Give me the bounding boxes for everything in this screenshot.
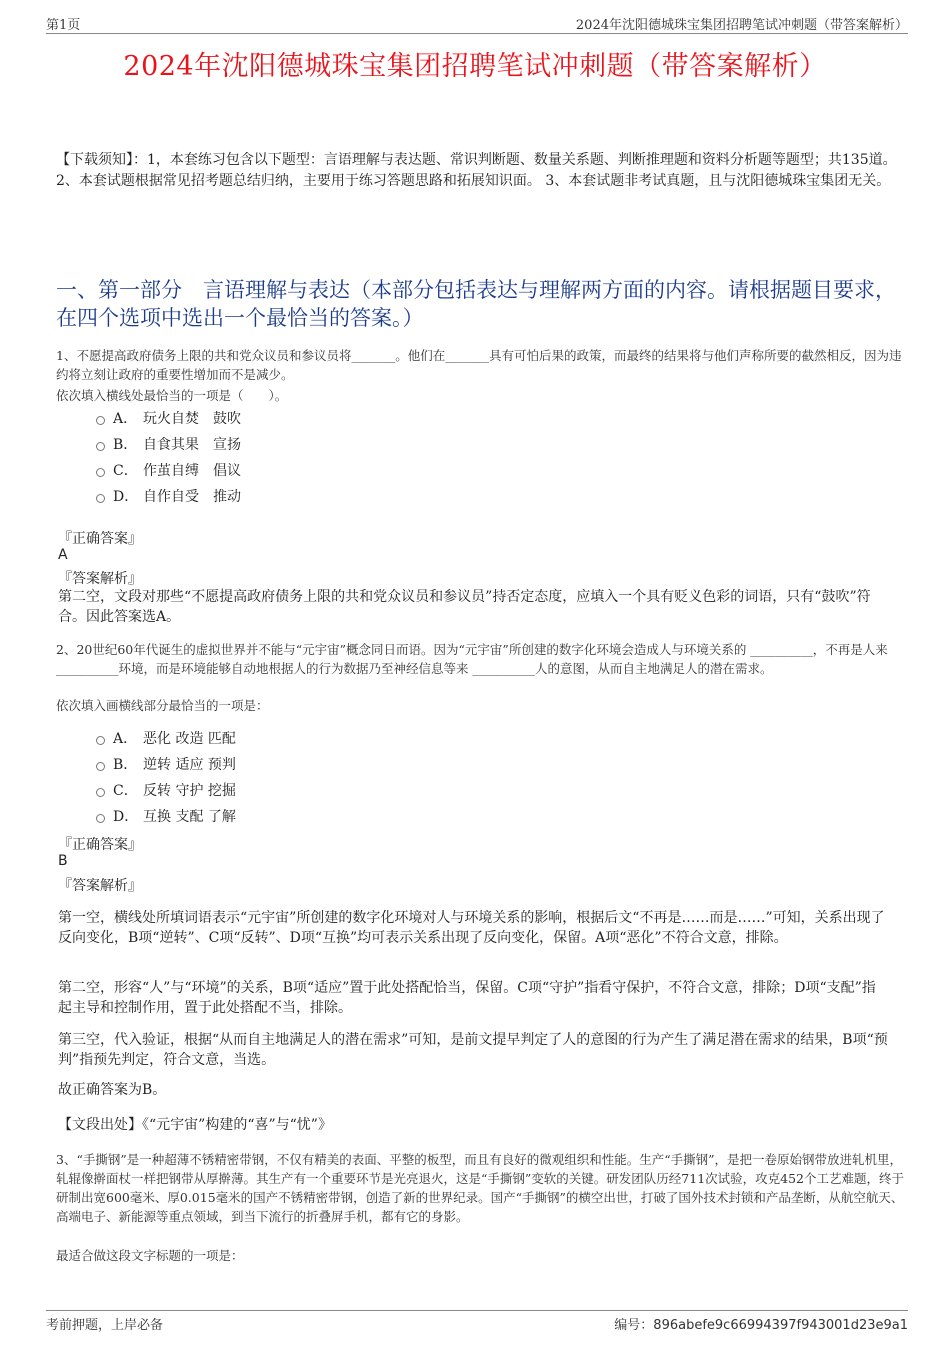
radio-icon[interactable] [96, 416, 105, 425]
radio-icon[interactable] [96, 468, 105, 477]
header-divider [46, 33, 908, 34]
question-3-text: 3、“手撕钢”是一种超薄不锈精密带钢，不仅有精美的表面、平整的板型，而且有良好的微观组织和性能。生产“手撕钢”，是把一卷原始钢带放进轧机里，轧辊像擀面杖一样把钢带从厚擀薄。其生产有一个重要环节是光亮退火，这是“手撕钢”变软的关键。研发团队历经711次试验，攻克452个工艺难题，终于研制出宽600毫米、厚0.015毫米的国产不锈精密带钢，创造了新的世界纪录。国产“手撕钢”的横空出世，打破了国外技术封锁和产品垄断，从航空航天、高端电子、新能源等重点领域，到当下流行的折叠屏手机，都有它的身影。 [56, 1152, 905, 1224]
question-2-options [96, 726, 236, 830]
section-heading: 一、第一部分 言语理解与表达（本部分包括表达与理解两方面的内容。请根据题目要求，在四个选项中选出一个最恰当的答案。） [56, 278, 896, 330]
question-3-prompt: 最适合做这段文字标题的一项是： [56, 1248, 244, 1263]
question-1-text: 1、不愿提高政府债务上限的共和党众议员和参议员将_______。他们在_______具有可怕后果的政策，而最终的结果将与他们声称所要的截然相反，因为违约将立刻让政府的重要性增加而不是减少。 [56, 348, 902, 382]
footer-code: 编号：896abefe9c66994397f943001d23e9a1 [614, 1318, 908, 1333]
option-c[interactable]: C． 反转 守护 挖掘 [96, 778, 236, 804]
analysis-paragraph-3: 第三空，代入验证，根据“从而自主地满足人的潜在需求”可知，是前文提早判定了人的意图的行为产生了满足潜在需求的结果，B项“预判”指预先判定，符合文意，当选。 [58, 1032, 888, 1068]
page-header [46, 14, 908, 34]
radio-icon[interactable] [96, 762, 105, 771]
option-d[interactable]: D． 互换 支配 了解 [96, 804, 236, 830]
question-1-answer: A [58, 547, 68, 563]
radio-icon[interactable] [96, 442, 105, 451]
option-c[interactable]: C． 作茧自缚 倡议 [96, 458, 241, 484]
radio-icon[interactable] [96, 814, 105, 823]
analysis-label: 『答案解析』 [58, 571, 142, 587]
analysis-paragraph-2: 第二空，形容“人”与“环境”的关系，B项“适应”置于此处搭配恰当，保留。C项“守护”指看守保护，不符合文意，排除；D项“支配”指起主导和控制作用，置于此处搭配不当，排除。 [58, 980, 876, 1016]
option-a[interactable]: A． 玩火自焚 鼓吹 [96, 406, 241, 432]
correct-answer-label: 『正确答案』 [58, 531, 142, 547]
correct-answer-label: 『正确答案』 [58, 837, 142, 853]
footer-divider [46, 1310, 908, 1311]
question-2-answer: B [58, 853, 68, 869]
analysis-paragraph-1: 第一空，横线处所填词语表示“元宇宙”所创建的数字化环境对人与环境关系的影响，根据后文“不再是……而是……”可知，关系出现了反向变化，B项“逆转”、C项“反转”、D项“互换”均可表示关系出现了反向变化，保留。A项“恶化”不符合文意，排除。 [58, 910, 885, 946]
option-b[interactable]: B． 逆转 适应 预判 [96, 752, 236, 778]
analysis-conclusion: 故正确答案为B。 [58, 1082, 167, 1098]
option-a[interactable]: A． 恶化 改造 匹配 [96, 726, 236, 752]
download-notice: 【下载须知】：1，本套练习包含以下题型：言语理解与表达题、常识判断题、数量关系题、判断推理题和资料分析题等题型；共135道。 2、本套试题根据常见招考题总结归纳，主要用于练习答题思路和拓展知识面。 3、本套试题非考试真题，且与沈阳德城珠宝集团无关。 [56, 152, 897, 189]
analysis-label: 『答案解析』 [58, 878, 142, 894]
radio-icon[interactable] [96, 494, 105, 503]
option-d[interactable]: D． 自作自受 推动 [96, 484, 241, 510]
question-2-text: 2、20世纪60年代诞生的虚拟世界并不能与“元宇宙”概念同日而语。因为“元宇宙”所创建的数字化环境会造成人与环境关系的 __________，不再是人来 __________环境，而是环境能够自动地根据人的行为数据乃至神经信息等来 __________人的意图，从而自主地满足人的潜在需求。 [56, 642, 888, 676]
question-1-options [96, 406, 241, 510]
page-number: 第1页 [46, 18, 81, 33]
question-2-prompt: 依次填入画横线部分最恰当的一项是： [56, 698, 269, 713]
option-b[interactable]: B． 自食其果 宣扬 [96, 432, 241, 458]
page-footer [46, 1314, 908, 1332]
document-title: 2024年沈阳德城珠宝集团招聘笔试冲刺题（带答案解析） [123, 51, 827, 82]
question-1-prompt: 依次填入横线处最恰当的一项是（ ）。 [56, 388, 288, 403]
footer-slogan: 考前押题，上岸必备 [46, 1318, 164, 1333]
question-1-analysis: 第二空，文段对那些“不愿提高政府债务上限的共和党众议员和参议员”持否定态度，应填入一个具有贬义色彩的词语，只有“鼓吹”符合。因此答案选A。 [58, 589, 871, 625]
header-doc-title: 2024年沈阳德城珠宝集团招聘笔试冲刺题（带答案解析） [575, 18, 908, 33]
passage-source: 【文段出处】《“元宇宙”构建的“喜”与“忧”》 [58, 1117, 332, 1133]
radio-icon[interactable] [96, 736, 105, 745]
radio-icon[interactable] [96, 788, 105, 797]
